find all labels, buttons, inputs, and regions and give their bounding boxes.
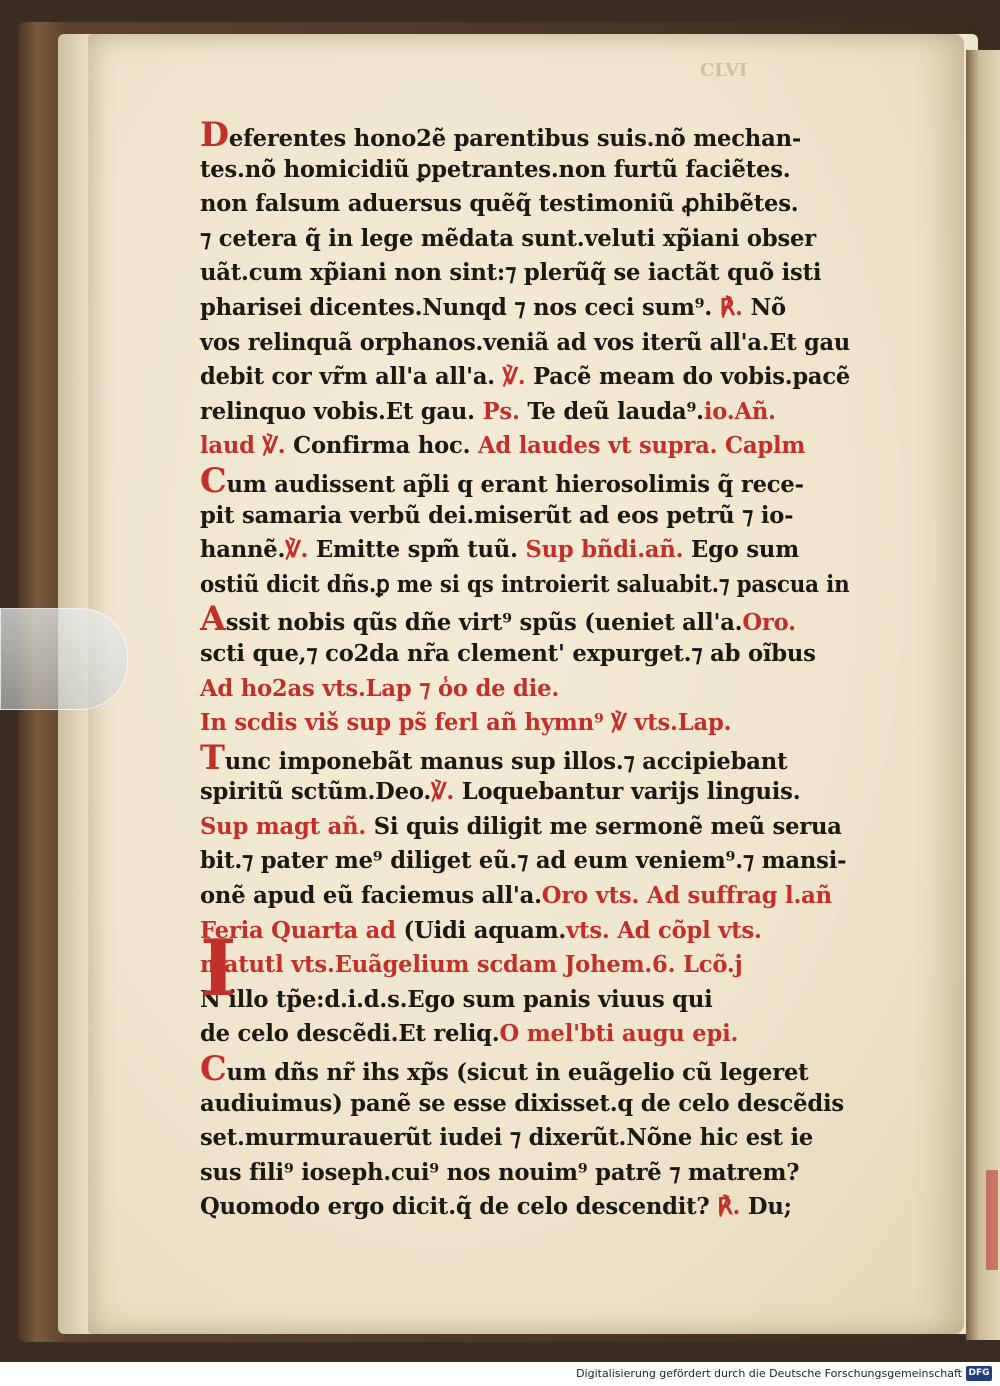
text-line: [200, 499, 850, 534]
rubric-text: Ad ho2as vts.Lap ⁊ o̾o de die.: [200, 674, 560, 702]
rubric-text: ℣.: [431, 778, 455, 806]
glass-page-clip: [0, 608, 128, 710]
facing-page-rubric: [986, 1170, 998, 1270]
body-text: ssit nobis qũs dñe virt⁹ spũs (ueniet all'a.: [225, 609, 743, 637]
text-line: [200, 983, 850, 1018]
rubric-text: In scdis viš sup ps̃ ferl añ hymn⁹ ℣ vts.Lap.: [200, 709, 732, 737]
text-line: [200, 187, 850, 222]
body-text: pit samaria verbũ dei.miserũt ad eos petrũ ⁊ io-: [200, 501, 794, 529]
body-text: pharisei dicentes.Nunqd ⁊ nos ceci sum⁹.: [200, 293, 713, 321]
body-text: Emitte spm̃ tuũ.: [308, 536, 518, 564]
body-text: ⁊ cetera q̃ in lege mẽdata sunt.veluti xp̃iani obser: [200, 224, 817, 252]
body-text: non falsum aduersus quẽq̃ testimoniũ ꝓhibẽtes.: [200, 190, 799, 218]
body-text: vos relinquã orphanos.veniã ad vos iterũ all'a.Et gau: [200, 328, 850, 356]
text-line: [200, 599, 850, 640]
body-text: debit cor vr̃m all'a all'a.: [200, 363, 495, 391]
body-text: bit.⁊ pater me⁹ diliget eũ.⁊ ad eum veniem⁹.⁊ mansi-: [200, 847, 847, 875]
text-line: [200, 1017, 850, 1052]
text-line: [200, 1190, 850, 1225]
rubric-text: Ad laudes vt supra. Caplm: [470, 432, 806, 460]
body-text: ostiũ dicit dñs.ꝑ me si qs introierit saluabit.⁊ pascua in: [200, 570, 850, 598]
rubric-text: C: [200, 460, 227, 501]
text-line: [200, 153, 850, 188]
rubric-text: Lcõ.j: [675, 951, 743, 979]
text-line: [200, 879, 850, 914]
body-text: N illo tp̃e:d.i.d.s.Ego sum panis viuus qui: [200, 985, 713, 1013]
text-line: [200, 914, 850, 949]
text-line: [200, 115, 850, 155]
body-text: hannẽ.: [200, 536, 286, 564]
text-line: [200, 706, 850, 741]
rubric-text: laud ℣.: [200, 432, 286, 460]
text-line: [200, 775, 850, 810]
rubric-text: ℟.: [712, 293, 743, 321]
dfg-logo: DFG: [966, 1366, 992, 1381]
footer-credit: Digitalisierung gefördert durch die Deutsche Forschungsgemeinschaft: [576, 1367, 962, 1380]
folio-number: CLVI: [700, 60, 748, 81]
text-line: [200, 810, 850, 845]
body-text: Si quis diligit me sermonẽ meũ serua: [366, 812, 842, 840]
body-text: de celo descẽdi.Et reliq.: [200, 1020, 500, 1048]
body-text: unc imponebãt manus sup illos.⁊ accipiebant: [224, 747, 788, 775]
rubric-text: ℟.: [709, 1193, 741, 1221]
rubric-text: vts. Ad cõpl vts.: [566, 916, 762, 944]
text-line: [200, 360, 851, 395]
text-line: [200, 844, 850, 879]
rubric-text: matutl vts.Euãgelium scdam Johem.6.: [200, 951, 676, 979]
rubric-text: Ps.: [474, 397, 520, 425]
text-line: [200, 326, 850, 361]
text-line: [200, 1049, 850, 1090]
body-text: sus fili⁹ ioseph.cui⁹ nos nouim⁹ patrẽ ⁊ matrem?: [200, 1158, 800, 1186]
rubric-text: ℣.: [494, 363, 526, 391]
rubric-text: Oro vts. Ad suffrag l.añ: [541, 882, 832, 910]
footer: [0, 1362, 1000, 1386]
body-text: spiritũ sctũm.Deo.: [200, 778, 432, 806]
text-line: [200, 533, 850, 568]
rubric-text: T: [200, 737, 225, 778]
text-line: [200, 395, 850, 430]
body-text: um dñs nr̃ ihs xp̃s (sicut in euãgelio cũ legeret: [226, 1059, 809, 1087]
body-text: Confirma hoc.: [285, 432, 471, 460]
body-text: Ego sum: [683, 536, 799, 564]
decorated-initial: I: [200, 923, 237, 1014]
body-text: Du;: [740, 1193, 792, 1221]
rubric-text: D: [200, 115, 229, 155]
rubric-text: ℣.: [285, 536, 309, 564]
rubric-text: io.Añ.: [703, 397, 776, 425]
text-line: [200, 291, 850, 326]
body-text: set.murmurauerũt iudei ⁊ dixerũt.Nõne hic est ie: [200, 1124, 814, 1152]
body-text: Te deũ lauda⁹.: [519, 397, 704, 425]
body-text: onẽ apud eũ faciemus all'a.: [200, 882, 542, 910]
rubric-text: O mel'bti augu epi.: [499, 1020, 739, 1048]
body-text: Pacẽ meam do vobis.pacẽ: [525, 363, 851, 391]
text-line: [200, 568, 850, 603]
body-text: Nõ: [742, 293, 786, 321]
rubric-text: Feria Quarta ad: [200, 916, 396, 944]
text-line: [200, 222, 850, 257]
body-text: scti que,⁊ co2da nr̃a clement' expurget.⁊ ab oĩbus: [200, 639, 816, 667]
body-text: relinquo vobis.Et gau.: [200, 397, 475, 425]
body-text: Loquebantur varijs linguis.: [454, 778, 801, 806]
text-line: [200, 737, 850, 778]
rubric-text: A: [200, 599, 226, 640]
text-line: [200, 1087, 850, 1122]
rubric-text: Sup magt añ.: [200, 812, 367, 840]
text-line: [200, 429, 850, 464]
body-text: tes.nõ homicidiũ ꝑpetrantes.non furtũ faciẽtes.: [200, 155, 791, 183]
text-line: [200, 460, 850, 501]
text-line: [200, 1156, 850, 1191]
body-text: eferentes hono2ẽ parentibus suis.nõ mechan-: [228, 125, 802, 152]
body-text: Quomodo ergo dicit.q̃ de celo descendit?: [200, 1193, 710, 1221]
facing-page-edge: [966, 50, 1000, 1340]
text-line: [200, 948, 850, 983]
rubric-text: Sup bñdi.añ.: [517, 536, 684, 564]
text-line: [200, 256, 850, 291]
body-text: uãt.cum xp̃iani non sint:⁊ plerũq̃ se iactãt quõ isti: [200, 259, 822, 287]
body-text: (Uidi aquam.: [395, 916, 567, 944]
text-line: [200, 1121, 850, 1156]
text-line: [200, 672, 850, 707]
body-text: audiuimus) panẽ se esse dixisset.q de celo descẽdis: [200, 1089, 844, 1117]
rubric-text: Oro.: [742, 609, 796, 637]
body-text: um audissent ap̃li q erant hierosolimis q̃ rece-: [226, 470, 804, 498]
rubric-text: C: [200, 1049, 227, 1090]
text-line: [200, 637, 850, 672]
text-block: [200, 115, 860, 1225]
